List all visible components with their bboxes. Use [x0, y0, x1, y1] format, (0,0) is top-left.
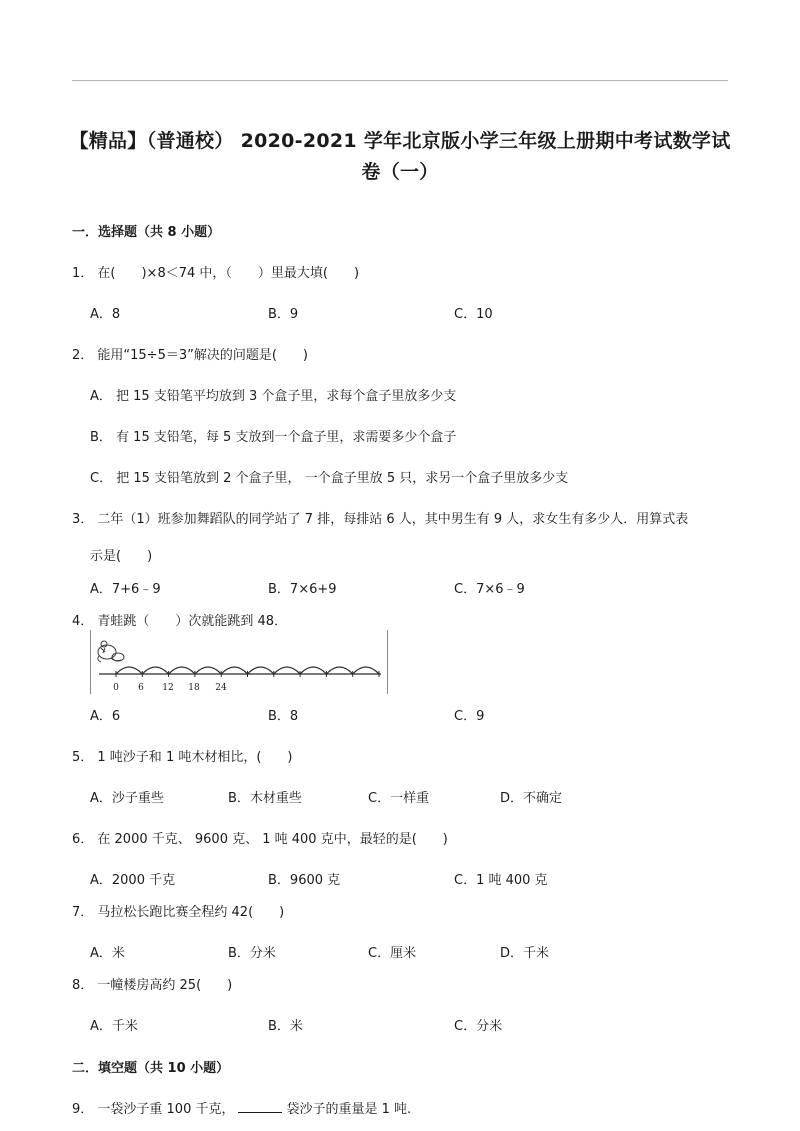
- question-7-option-c: C．厘米: [368, 946, 417, 961]
- question-7-stem: 7． 马拉松长跑比赛全程约 42( ): [72, 905, 285, 920]
- question-8-option-b: B．米: [268, 1019, 303, 1034]
- title-line-1: 【精品】（普通校） 2020-2021 学年北京版小学三年级上册期中考试数学试: [69, 130, 731, 152]
- question-9-stem-before: 9． 一袋沙子重 100 千克，: [72, 1102, 235, 1117]
- question-6-option-b: B．9600 克: [268, 873, 341, 888]
- answer-blank: [238, 1112, 282, 1113]
- question-9-stem: [72, 1098, 411, 1117]
- jump-arc: [300, 667, 326, 674]
- question-7-option-d: D．千米: [500, 946, 550, 961]
- frog-jump-svg: [91, 630, 387, 694]
- question-3-option-c: C．7×6﹣9: [454, 582, 525, 597]
- tick-label: 0: [113, 683, 119, 693]
- title-line-2: 卷（一）: [361, 161, 439, 183]
- question-5-option-c: C．一样重: [368, 791, 430, 806]
- question-8-stem: 8． 一幢楼房高约 25( ): [72, 978, 233, 993]
- jump-arc: [248, 667, 274, 674]
- jump-arc: [116, 667, 142, 674]
- tick-label: 18: [188, 683, 200, 693]
- question-4-option-c: C．9: [454, 709, 485, 724]
- question-3-option-a: A．7+6﹣9: [90, 582, 161, 597]
- jump-arc: [169, 667, 195, 674]
- jump-arc: [326, 667, 352, 674]
- question-8-option-a: A．千米: [90, 1019, 138, 1034]
- question-7-option-a: A．米: [90, 946, 125, 961]
- tick-label: 24: [215, 683, 227, 693]
- question-1-option-b: B．9: [268, 307, 299, 322]
- question-1-option-c: C．10: [454, 307, 493, 322]
- question-2-stem: 2． 能用“15÷5＝3”解决的问题是( ): [72, 348, 308, 363]
- page-title: [40, 126, 760, 188]
- question-3-stem-line-2: 示是( ): [90, 549, 153, 564]
- question-2-option-c: C． 把 15 支铅笔放到 2 个盒子里， 一个盒子里放 5 只，求另一个盒子里放多少支: [90, 471, 569, 486]
- section-heading-fill-blank: 二．填空题（共 10 小题）: [72, 1061, 230, 1076]
- question-4-stem: 4． 青蛙跳（ ）次就能跳到 48．: [72, 614, 288, 629]
- question-6-option-c: C．1 吨 400 克: [454, 873, 548, 888]
- section-heading-choice: 一．选择题（共 8 小题）: [72, 225, 221, 240]
- question-5-option-b: B．木材重些: [228, 791, 302, 806]
- question-9-stem-after: 袋沙子的重量是 1 吨.: [286, 1102, 412, 1117]
- question-6-option-a: A．2000 千克: [90, 873, 176, 888]
- jump-arc: [353, 667, 379, 674]
- tick-label: 12: [162, 683, 174, 693]
- question-5-option-d: D．不确定: [500, 791, 563, 806]
- question-2-option-a: A． 把 15 支铅笔平均放到 3 个盒子里，求每个盒子里放多少支: [90, 389, 457, 404]
- jump-arc: [195, 667, 221, 674]
- frog-jump-number-line-figure: [90, 630, 388, 694]
- jump-arc: [274, 667, 300, 674]
- tick-labels: [113, 683, 227, 693]
- question-1-option-a: A．8: [90, 307, 121, 322]
- question-5-option-a: A．沙子重些: [90, 791, 164, 806]
- question-1-stem: 1． 在( )×8＜74 中，（ ）里最大填( ): [72, 266, 360, 281]
- question-7-option-b: B．分米: [228, 946, 276, 961]
- question-3-stem-line-1: 3． 二年（1）班参加舞蹈队的同学站了 7 排，每排站 6 人，其中男生有 9 人，求女生有多少人．用算式表: [72, 512, 689, 527]
- question-5-stem: 5． 1 吨沙子和 1 吨木材相比，( ): [72, 750, 293, 765]
- question-3-option-b: B．7×6+9: [268, 582, 337, 597]
- question-4-option-b: B．8: [268, 709, 299, 724]
- question-4-option-a: A．6: [90, 709, 121, 724]
- question-8-option-c: C．分米: [454, 1019, 503, 1034]
- frog-icon: [98, 641, 124, 662]
- jump-arc: [221, 667, 247, 674]
- jump-arc: [142, 667, 168, 674]
- question-6-stem: 6． 在 2000 千克、 9600 克、 1 吨 400 克中，最轻的是( ): [72, 832, 448, 847]
- tick-label: 6: [138, 683, 144, 693]
- header-rule: [72, 80, 728, 81]
- question-2-option-b: B． 有 15 支铅笔，每 5 支放到一个盒子里，求需要多少个盒子: [90, 430, 457, 445]
